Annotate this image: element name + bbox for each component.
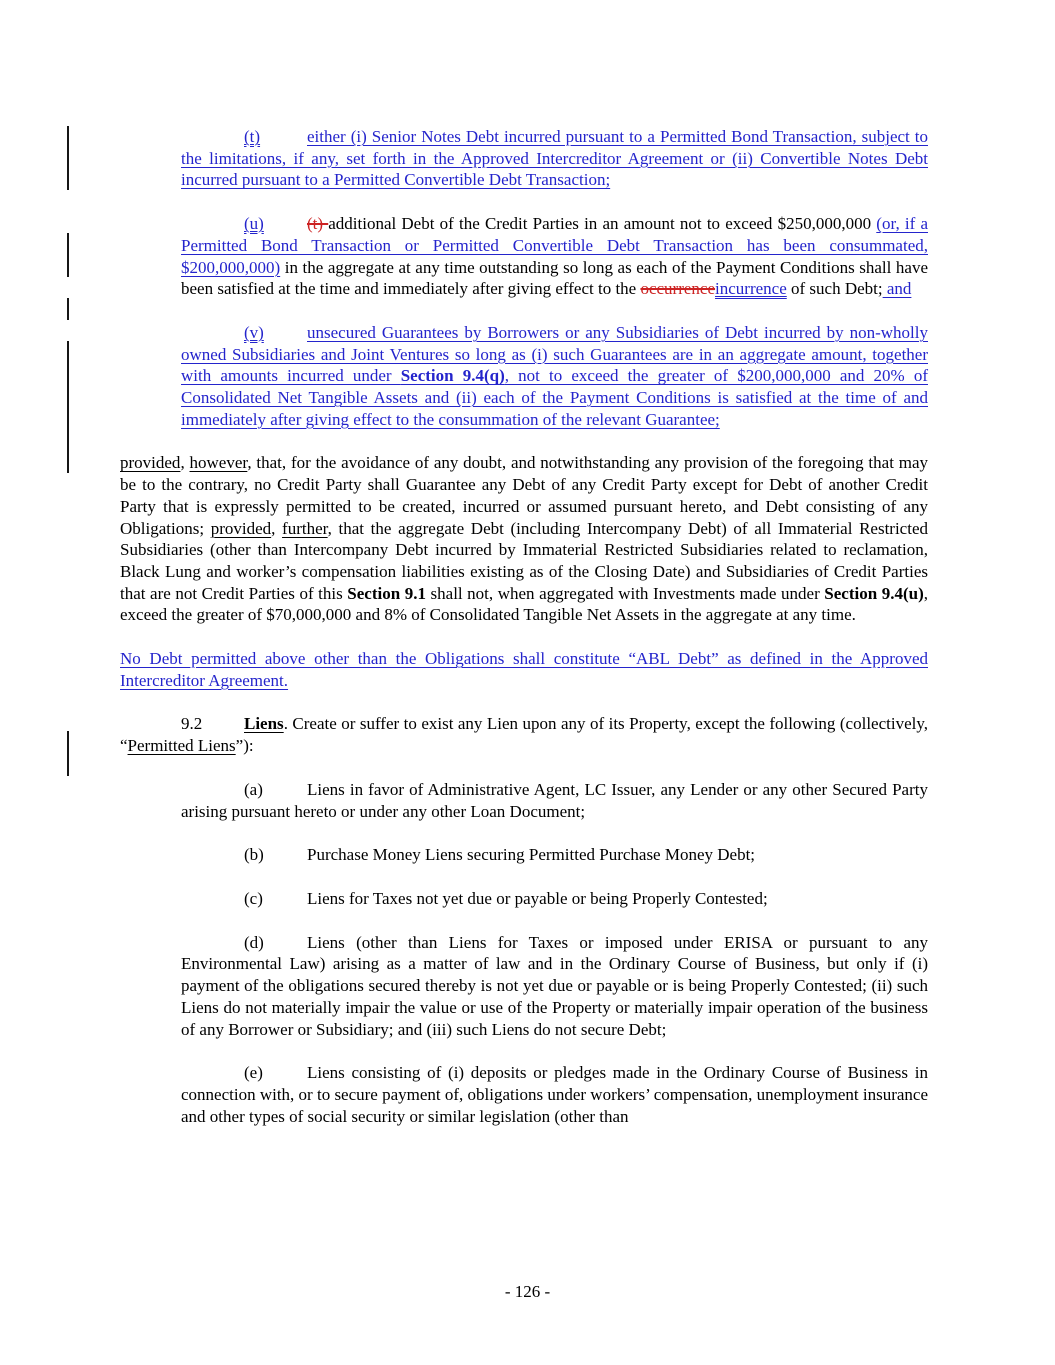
page-number: - 126 - — [504, 1282, 551, 1301]
clause-c: (c) Liens for Taxes not yet due or payable or being Properly Contested; — [244, 888, 768, 908]
change-bar — [67, 298, 69, 320]
clause-marker: (c) — [244, 888, 263, 908]
clause-t: (t) either (i) Senior Notes Debt incurred pursuant to a Permitted Bond Transaction, subject to the limitations, if any, set forth in the Approved Intercreditor Agreement or (ii) Convertible Notes Debt incurred pursuant to a Permitted Convertible Debt Transaction; — [181, 127, 928, 190]
clause-marker: (e) — [244, 1063, 263, 1083]
clause-marker: (b) — [244, 845, 264, 865]
clause-v: (v) unsecured Guarantees by Borrowers or any Subsidiaries of Debt incurred by non-wholly owned Subsidiaries and Joint Ventures so long as (i) such Guarantees are in an aggregate amount, together with amounts incurred under Section 9.4(q), not to exceed the greater of $200,000,000 and 20% of Consolidated Net Tangible Assets and (ii) each of the Payment Conditions is satisfied at the time of and immediately after giving effect to the consummation of the relevant Guarantee; — [181, 322, 928, 429]
document-body — [120, 126, 928, 1149]
clause-a: (a) Liens in favor of Administrative Agent, LC Issuer, any Lender or any other Secured Party arising pursuant hereto or under any other Loan Document; — [181, 779, 928, 821]
change-bar — [67, 233, 69, 277]
clause-marker: (v) — [244, 322, 264, 342]
clause-d: (d) Liens (other than Liens for Taxes or imposed under ERISA or pursuant to any Environmental Law) arising as a matter of law and in the Ordinary Course of Business, but only if (i) payment of the obligations secured thereby is not yet due or payable or is being Properly Contested; (ii) such Liens do not materially impair the value or use of the Property or materially impair operation of the business of any Borrower or Subsidiary; and (iii) such Liens do not secure Debt; — [181, 932, 928, 1039]
abl-debt-paragraph: No Debt permitted above other than the Obligations shall constitute “ABL Debt” as defined in the Approved Intercreditor Agreement. — [120, 649, 928, 690]
clause-b: (b) Purchase Money Liens securing Permitted Purchase Money Debt; — [244, 845, 756, 865]
clause-marker: (a) — [244, 779, 263, 799]
clause-marker: (u) — [244, 214, 264, 234]
change-bar — [67, 126, 69, 190]
clause-marker: (d) — [244, 932, 264, 952]
proviso-paragraph: provided, however, that, for the avoidance of any doubt, and notwithstanding any provision of the foregoing that may be to the contrary, no Credit Party shall Guarantee any Debt of any Credit Party except for Debt of another Credit Party that is expressly permitted to be created, incurred or assumed pursuant hereto, and Debt consisting of any Obligations; provided, further, that the aggregate Debt (including Intercompany Debt) of all Immaterial Restricted Subsidiaries (other than Intercompany Debt incurred by Immaterial Restricted Subsidiaries related to reclamation, Black Lung and worker’s compensation liabilities existing as of the Closing Date) and Subsidiaries of Credit Parties that are not Credit Parties of this Section 9.1 shall not, when aggregated with Investments made under Section 9.4(u), exceed the greater of $70,000,000 and 8% of Consolidated Tangible Net Assets in the aggregate at any time. — [120, 453, 928, 625]
clause-u: (u) (t) additional Debt of the Credit Parties in an amount not to exceed $250,000,000 (or, if a Permitted Bond Transaction or Permitted Convertible Debt Transaction has been consummated, $200,000,000) in the aggregate at any time outstanding so long as each of the Payment Conditions shall have been satisfied at the time and immediately after giving effect to the occurrenceincurrence of such Debt; and — [181, 214, 928, 299]
change-bar — [67, 341, 69, 473]
clause-e: (e) Liens consisting of (i) deposits or pledges made in the Ordinary Course of Business in connection with, or to secure payment of, obligations under workers’ compensation, unemployment insurance and other types of social security or similar legislation (other than — [181, 1063, 929, 1126]
section-9-2-liens-paragraph: 9.2 Liens. Create or suffer to exist any Lien upon any of its Property, except the following (collectively, “Permitted Liens”): — [120, 714, 928, 756]
clause-marker: 9.2 — [181, 714, 203, 734]
change-bar — [67, 731, 69, 776]
clause-marker: (t) — [244, 127, 261, 146]
